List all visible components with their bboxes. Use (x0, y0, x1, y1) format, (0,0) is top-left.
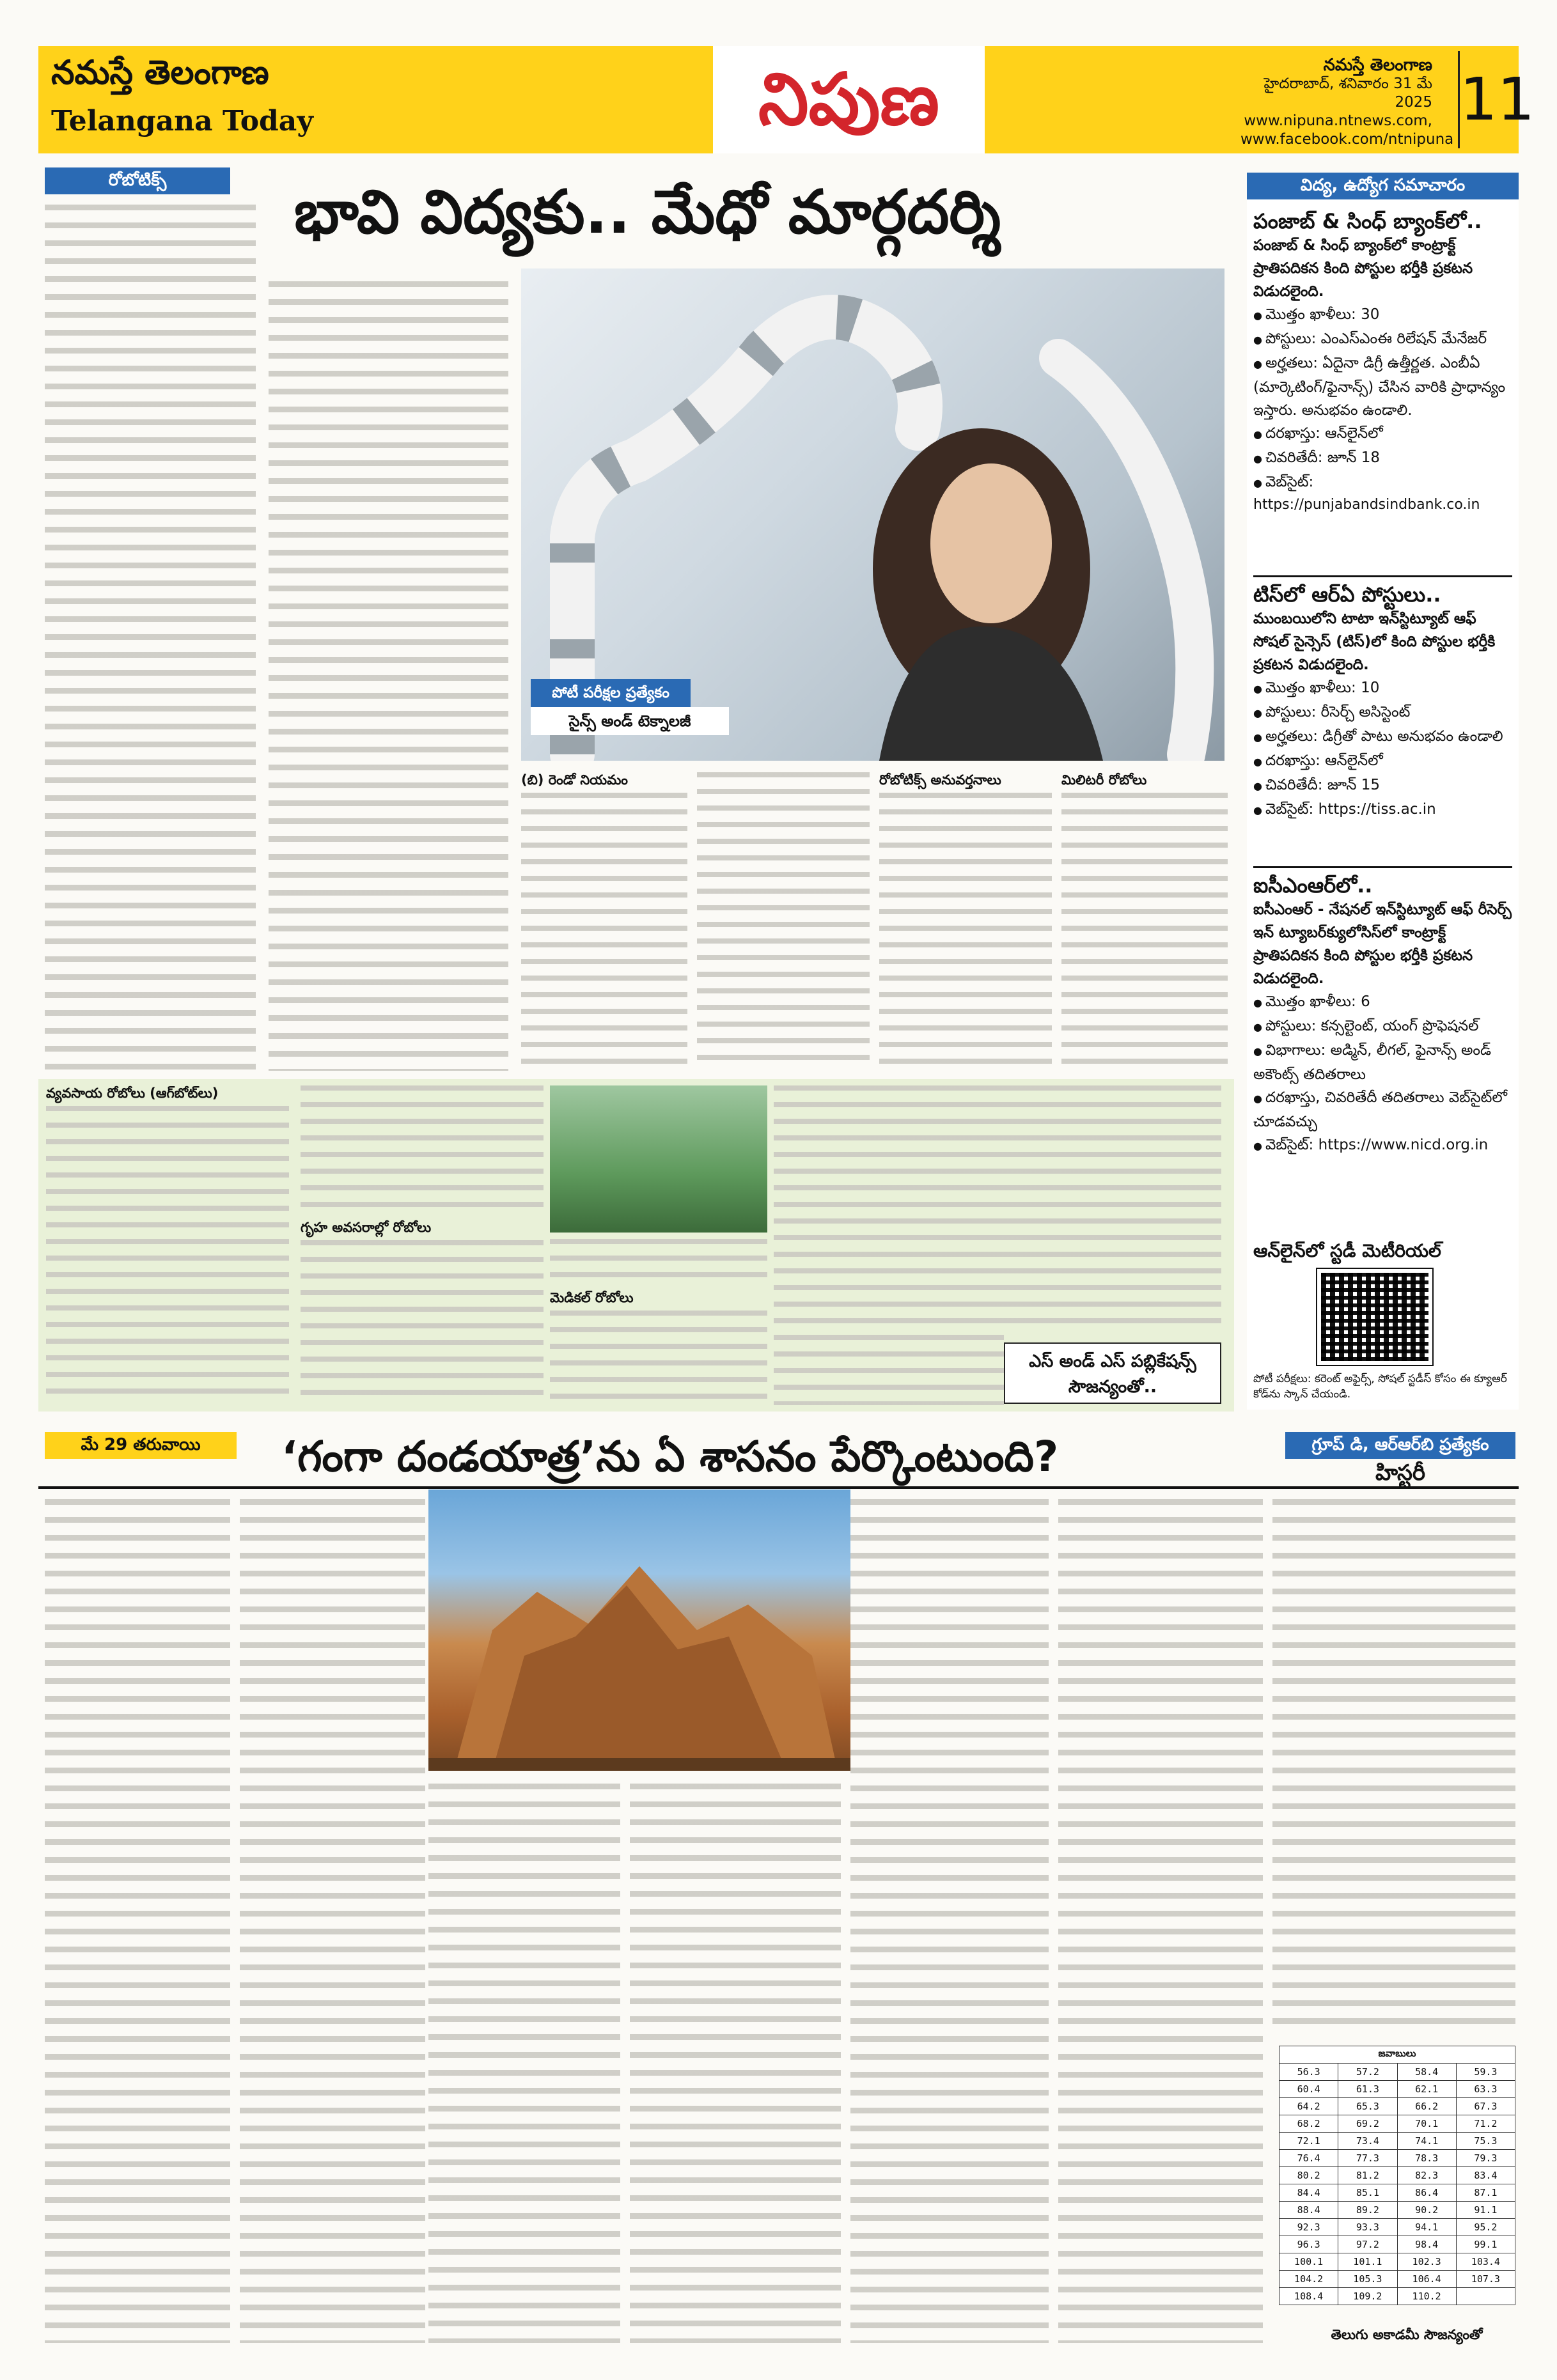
domestic-text (301, 1240, 544, 1400)
answer-cell: 101.1 (1338, 2253, 1397, 2271)
label-medical: మెడికల్ రోబోలు (550, 1290, 634, 1305)
article-column-3 (521, 793, 687, 1068)
answer-cell: 79.3 (1456, 2150, 1515, 2167)
temple-photo (428, 1489, 850, 1771)
answer-cell: 87.1 (1456, 2184, 1515, 2202)
job-row: ● వెబ్‌సైట్: https://tiss.ac.in (1253, 798, 1512, 822)
answers-row (1279, 2133, 1515, 2150)
answers-title: జవాబులు (1279, 2046, 1515, 2064)
answer-cell: 76.4 (1279, 2150, 1338, 2167)
answer-cell: 64.2 (1279, 2098, 1338, 2115)
answers-body (1279, 2064, 1515, 2305)
sponsor-box (1004, 1342, 1221, 1404)
right-brand: నమస్తే తెలంగాణ (1323, 56, 1432, 75)
answer-cell: 108.4 (1279, 2288, 1338, 2305)
site-link[interactable]: www.nipuna.ntnews.com, (1244, 113, 1432, 129)
article-column-1 (45, 205, 256, 1071)
label-law-2: (బి) రెండో నియమం (521, 772, 628, 788)
answers-row (1279, 2236, 1515, 2253)
label-agri-robots: వ్యవసాయ రోబోలు (ఆగ్‌బోట్‌లు) (46, 1085, 219, 1101)
answer-cell: 103.4 (1456, 2253, 1515, 2271)
job-row: ● మొత్తం ఖాళీలు: 10 (1253, 676, 1512, 701)
job-row: ● పోస్టులు: ఎంఎస్‌ఎంఈ రిలేషన్ మేనేజర్ (1253, 327, 1512, 352)
answers-row (1279, 2271, 1515, 2288)
answer-cell: 98.4 (1397, 2236, 1456, 2253)
answer-cell: 71.2 (1456, 2115, 1515, 2133)
job-row: ● మొత్తం ఖాళీలు: 6 (1253, 990, 1512, 1015)
answer-cell: 62.1 (1397, 2081, 1456, 2098)
answer-cell: 68.2 (1279, 2115, 1338, 2133)
divider (1253, 575, 1512, 577)
answer-cell: 60.4 (1279, 2081, 1338, 2098)
sponsor-line-2: సౌజన్యంతో.. (1068, 1377, 1157, 1397)
answers-row (1279, 2115, 1515, 2133)
medical-text (550, 1311, 767, 1400)
answer-cell: 66.2 (1397, 2098, 1456, 2115)
answer-cell: 104.2 (1279, 2271, 1338, 2288)
answer-cell: 94.1 (1397, 2219, 1456, 2236)
job-punjab-sind (1253, 208, 1512, 515)
answer-cell: 78.3 (1397, 2150, 1456, 2167)
job-intro: ముంబయిలోని టాటా ఇన్‌స్టిట్యూట్ ఆఫ్ సోషల్ సైన్సెస్ (టిస్)లో కింది పోస్టుల భర్తీకి ప్రకటన విడుదలైంది. (1253, 611, 1496, 673)
answers-row (1279, 2288, 1515, 2305)
answer-cell: 65.3 (1338, 2098, 1397, 2115)
answer-cell: 69.2 (1338, 2115, 1397, 2133)
answers-row (1279, 2150, 1515, 2167)
answer-cell: 77.3 (1338, 2150, 1397, 2167)
article-column-2 (269, 281, 508, 1071)
qr-note: పోటీ పరీక్షలు: కరెంట్ అఫైర్స్, సోషల్ స్టడీస్ కోసం ఈ క్యూఆర్ కోడ్‌ను స్కాన్ చేయండి. (1253, 1373, 1507, 1401)
caption-subject: సైన్స్ అండ్ టెక్నాలజీ (531, 707, 729, 735)
answer-cell: 73.4 (1338, 2133, 1397, 2150)
answer-cell: 82.3 (1397, 2167, 1456, 2184)
answer-cell (1456, 2288, 1515, 2305)
answer-cell: 95.2 (1456, 2219, 1515, 2236)
answer-cell: 72.1 (1279, 2133, 1338, 2150)
answers-table (1279, 2046, 1515, 2305)
answer-cell: 93.3 (1338, 2219, 1397, 2236)
qr-code[interactable] (1317, 1269, 1432, 1365)
rescue-bio-text (774, 1085, 1004, 1405)
answers-row (1279, 2202, 1515, 2219)
jobs-header: విద్య, ఉద్యోగ సమాచారం (1247, 173, 1519, 199)
job-title: పంజాబ్ & సింధ్ బ్యాంక్‌లో.. (1253, 209, 1482, 233)
answers-row (1279, 2167, 1515, 2184)
job-title: టిస్‌లో ఆర్‌ఏ పోస్టులు.. (1253, 582, 1441, 607)
answer-cell: 61.3 (1338, 2081, 1397, 2098)
answer-cell: 97.2 (1338, 2236, 1397, 2253)
answer-cell: 88.4 (1279, 2202, 1338, 2219)
medical-intro (550, 1239, 767, 1284)
label-applications: రోబోటిక్స్ అనువర్తనాలు (879, 772, 1001, 788)
answer-cell: 96.3 (1279, 2236, 1338, 2253)
temple-illustration (428, 1489, 850, 1771)
label-military: మిలిటరీ రోబోలు (1061, 772, 1147, 788)
questions-column-4 (630, 1784, 841, 2343)
caption-tag: పోటీ పరీక్షల ప్రత్యేకం (531, 679, 691, 707)
continuation-tag: మే 29 తరువాయి (45, 1432, 237, 1459)
answer-cell: 80.2 (1279, 2167, 1338, 2184)
article-column-4 (697, 772, 870, 1068)
questions-column-2 (240, 1499, 425, 2343)
job-row: ● చివరితేదీ: జూన్ 18 (1253, 446, 1512, 471)
section-title: నిపుణ (713, 46, 985, 153)
issue-date: హైదరాబాద్, శనివారం 31 మే 2025 (1264, 75, 1432, 111)
job-row: ● వెబ్‌సైట్: https://www.nicd.org.in (1253, 1133, 1512, 1158)
job-row: ● చివరితేదీ: జూన్ 15 (1253, 774, 1512, 798)
job-intro: పంజాబ్ & సింధ్ బ్యాంక్‌లో కాంట్రాక్ట్ ప్రాతిపదికన కింది పోస్టుల భర్తీకి ప్రకటన విడుదలైంది. (1253, 237, 1473, 300)
job-tiss (1253, 582, 1512, 822)
job-row: ● అర్హతలు: ఏదైనా డిగ్రీ ఉత్తీర్ణత. ఎంబీఏ (మార్కెటింగ్/ఫైనాన్స్) చేసిన వారికి ప్రాధాన్యం ఇస్తారు. అనుభవం ఉండాలి. (1253, 352, 1512, 422)
answer-cell: 90.2 (1397, 2202, 1456, 2219)
questions-column-6 (1058, 1499, 1263, 2343)
page-number: 11 (1458, 51, 1509, 148)
online-material-title: ఆన్‌లైన్‌లో స్టడీ మెటీరియల్ (1253, 1240, 1441, 1261)
answers-row (1279, 2184, 1515, 2202)
questions-column-3 (428, 1784, 620, 2343)
job-title: ఐసీఎంఆర్‌లో.. (1253, 873, 1373, 898)
answer-cell: 63.3 (1456, 2081, 1515, 2098)
divider (1253, 866, 1512, 868)
sponsor-line-1: ఎస్ అండ్ ఎస్ పబ్లికేషన్స్ (1029, 1351, 1196, 1371)
article-column-6 (1061, 793, 1228, 1068)
answer-cell: 70.1 (1397, 2115, 1456, 2133)
agri-text-2 (301, 1085, 544, 1213)
job-intro: ఐసీఎంఆర్ - నేషనల్ ఇన్‌స్టిట్యూట్ ఆఫ్ రీసెర్చ్ ఇన్ ట్యూబర్‌క్యులోసిస్‌లో కాంట్రాక్ట్ ప్రాతిపదికన కింది పోస్టుల భర్తీకి ప్రకటన విడుదలైంది. (1253, 901, 1512, 987)
job-icmr (1253, 873, 1512, 1158)
answer-cell: 109.2 (1338, 2288, 1397, 2305)
job-row: ● పోస్టులు: కన్సల్టెంట్, యంగ్ ప్రొఫెషనల్ (1253, 1015, 1512, 1039)
questions-column-5 (850, 1499, 1049, 2343)
agri-text (46, 1106, 289, 1400)
exam-tag: గ్రూప్ డి, ఆర్‌ఆర్‌బి ప్రత్యేకం (1285, 1432, 1515, 1459)
answers-row (1279, 2064, 1515, 2081)
brand-english: Telangana Today (51, 105, 313, 137)
answers-row (1279, 2219, 1515, 2236)
answer-cell: 85.1 (1338, 2184, 1397, 2202)
answer-cell: 58.4 (1397, 2064, 1456, 2081)
answer-cell: 110.2 (1397, 2288, 1456, 2305)
section-rule (38, 1486, 1519, 1489)
answers-row (1279, 2081, 1515, 2098)
answer-cell: 106.4 (1397, 2271, 1456, 2288)
answer-cell: 84.4 (1279, 2184, 1338, 2202)
answer-cell: 75.3 (1456, 2133, 1515, 2150)
answer-cell: 99.1 (1456, 2236, 1515, 2253)
answer-cell: 92.3 (1279, 2219, 1338, 2236)
answer-cell: 107.3 (1456, 2271, 1515, 2288)
greenhouse-robot-photo (550, 1085, 767, 1233)
job-row: ● వెబ్‌సైట్: (1253, 471, 1512, 495)
answer-cell: 83.4 (1456, 2167, 1515, 2184)
brand-telugu: నమస్తే తెలంగాణ (51, 54, 269, 92)
questions-column-7 (1272, 1499, 1515, 2030)
answer-cell: 56.3 (1279, 2064, 1338, 2081)
answer-cell: 100.1 (1279, 2253, 1338, 2271)
questions-column-1 (45, 1499, 230, 2343)
job-row: ● పోస్టులు: రీసెర్చ్ అసిస్టెంట్ (1253, 701, 1512, 725)
answer-cell: 91.1 (1456, 2202, 1515, 2219)
credit-line: తెలుగు అకాడమీ సౌజన్యంతో (1331, 2327, 1483, 2342)
history-headline: ‘గంగా దండయాత్ర’ను ఏ శాసనం పేర్కొంటుంది? (281, 1432, 1059, 1481)
answer-cell: 59.3 (1456, 2064, 1515, 2081)
facebook-link[interactable]: www.facebook.com/ntnipuna (1240, 131, 1454, 148)
job-website-link[interactable]: https://punjabandsindbank.co.in (1253, 497, 1480, 513)
article-column-5 (879, 793, 1052, 1068)
answer-cell: 89.2 (1338, 2202, 1397, 2219)
answer-cell: 74.1 (1397, 2133, 1456, 2150)
job-notifications-panel (1247, 173, 1519, 1410)
publication-info (1240, 56, 1454, 149)
job-row: ● అర్హతలు: డిగ్రీతో పాటు అనుభవం ఉండాలి (1253, 725, 1512, 749)
section-tag-robotics: రోబోటిక్స్ (45, 167, 230, 194)
answer-cell: 57.2 (1338, 2064, 1397, 2081)
job-row: ● దరఖాస్తు: ఆన్‌లైన్‌లో (1253, 422, 1512, 446)
job-row: ● దరఖాస్తు, చివరితేదీ తదితరాలు వెబ్‌సైట్‌లో చూడవచ్చు (1253, 1086, 1512, 1133)
masthead (38, 46, 1535, 153)
photo-caption (531, 679, 729, 735)
surgery-text (1004, 1085, 1221, 1328)
answers-row (1279, 2098, 1515, 2115)
answer-cell: 81.2 (1338, 2167, 1397, 2184)
answers-row (1279, 2253, 1515, 2271)
job-row: ● విభాగాలు: అడ్మిన్, లీగల్, ఫైనాన్స్ అండ్ అకౌంట్స్ తదితరాలు (1253, 1039, 1512, 1086)
answer-cell: 102.3 (1397, 2253, 1456, 2271)
job-row: ● మొత్తం ఖాళీలు: 30 (1253, 303, 1512, 327)
answer-cell: 86.4 (1397, 2184, 1456, 2202)
label-domestic: గృహ అవసరాల్లో రోబోలు (301, 1220, 432, 1235)
main-headline: భావి విద్యకు.. మేధో మార్గదర్శి (294, 178, 1001, 247)
job-row: ● దరఖాస్తు: ఆన్‌లైన్‌లో (1253, 749, 1512, 774)
answer-cell: 105.3 (1338, 2271, 1397, 2288)
answer-cell: 67.3 (1456, 2098, 1515, 2115)
subject-label: హిస్టరీ (1375, 1460, 1426, 1486)
